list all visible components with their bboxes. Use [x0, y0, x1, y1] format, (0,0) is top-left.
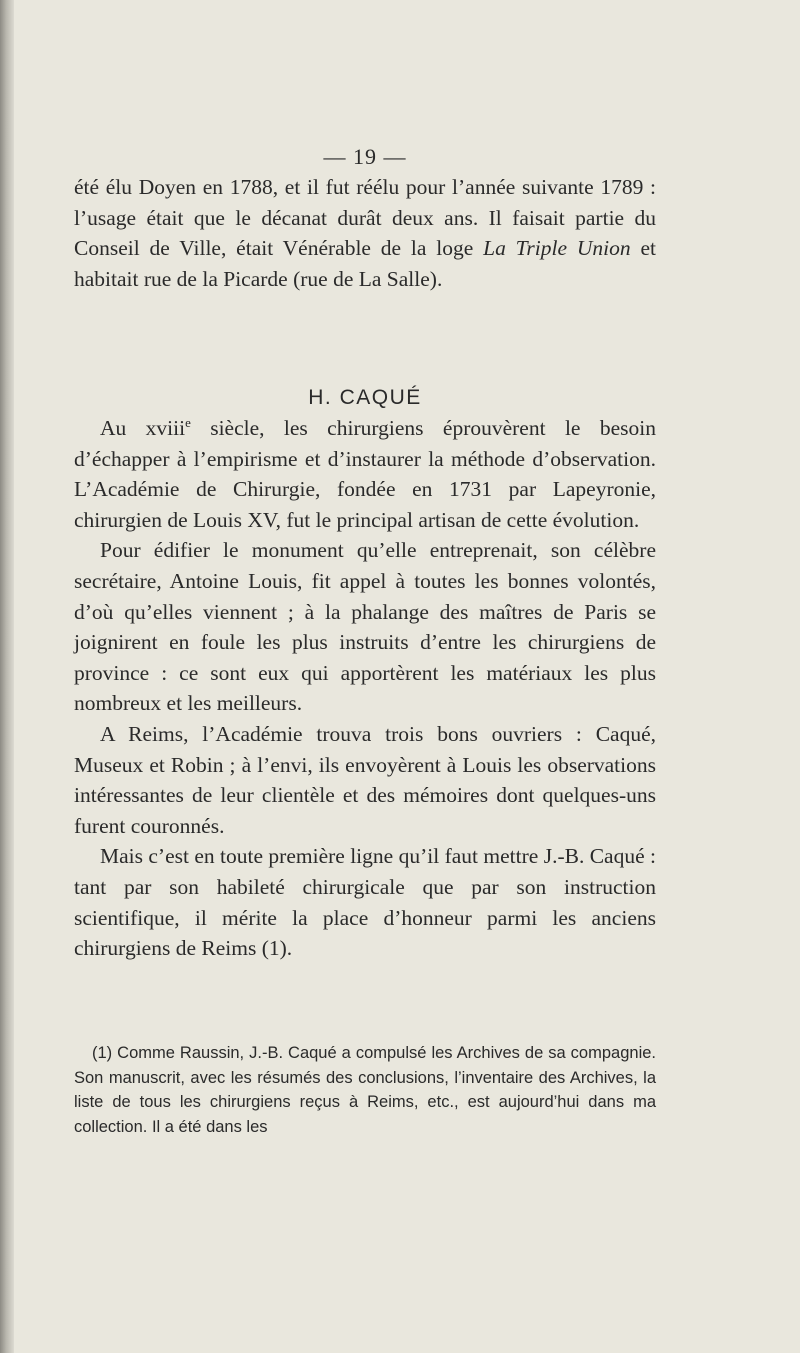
page-number: — 19 — — [323, 144, 407, 169]
page-binding-edge — [0, 0, 14, 1353]
intro-text-end: et habitait rue de la Picarde (rue de La Salle). — [74, 236, 656, 291]
intro-paragraph — [74, 172, 656, 294]
paragraph-3: A Reims, l’Académie trouva trois bons ouvriers : Caqué, Museux et Robin ; à l’envi, ils envoyèrent à Louis les observations intéressantes de leur clientèle et des mémoires dont quelques-uns furent couronnés. — [74, 721, 656, 838]
paragraph-1-rest: siècle, les chirurgiens éprouvèrent le besoin d’échapper à l’empirisme et d’instaurer la méthode d’observation. L’Académie de Chirurgie, fondée en 1731 par Lapeyronie, chirurgien de Louis XV, fut le principal artisan de cette évolution. — [74, 416, 656, 532]
section-heading: H. CAQUÉ — [308, 386, 422, 409]
paragraph-1 — [74, 413, 656, 535]
paragraph-2: Pour édifier le monument qu’elle entreprenait, son célèbre secrétaire, Antoine Louis, fit appel à toutes les bonnes volontés, d’où qu’elles viennent ; à la phalange des maîtres de Paris se joignirent en foule les plus instruits d’entre les chirurgiens de province : ce sont eux qui apportèrent les matériaux les plus nombreux et les meilleurs. — [74, 538, 656, 716]
century-superscript: e — [185, 415, 191, 430]
footnote: (1) Comme Raussin, J.-B. Caqué a compulsé les Archives de sa compagnie. Son manuscrit, avec les résumés des conclusions, l’inventaire des Archives, la liste de tous les chirurgiens reçus à Reims, etc., est aujourd’hui dans ma collection. Il a été dans les — [74, 1044, 656, 1136]
section-body — [74, 413, 656, 964]
paragraph-1-start: Au xviii — [100, 416, 186, 440]
intro-text-start: été élu Doyen en 1788, et il fut réélu pour l’année suivante 1789 : l’usage était que le décanat durât deux ans. Il faisait partie du Conseil de Ville, était Vénérable de la loge — [74, 175, 656, 261]
lodge-name: La Triple Union — [483, 236, 631, 261]
paragraph-4: Mais c’est en toute première ligne qu’il faut mettre J.-B. Caqué : tant par son habileté chirurgicale que par son instruction scientifique, il mérite la place d’honneur parmi les anciens chirurgiens de Reims (1). — [74, 844, 656, 961]
